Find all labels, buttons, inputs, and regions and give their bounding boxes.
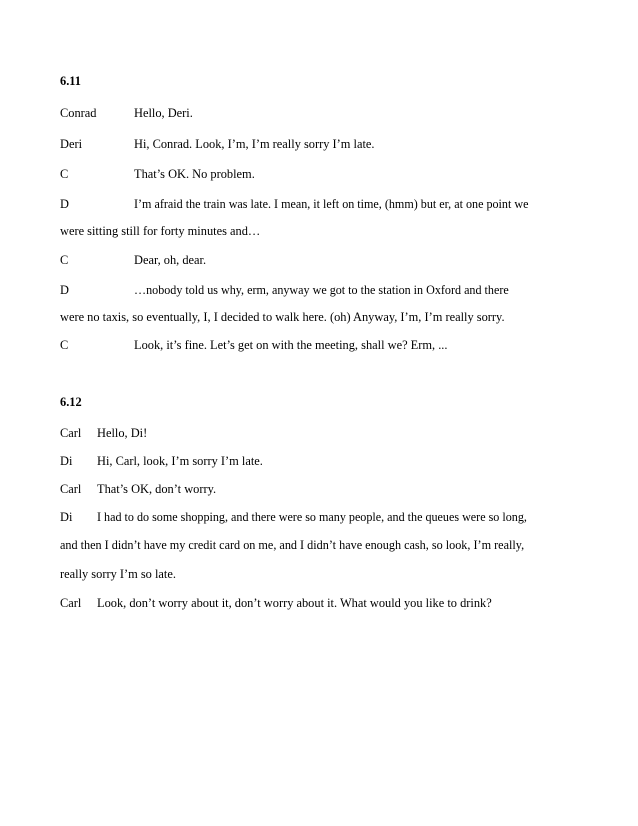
speaker-label: Carl <box>60 596 82 610</box>
dialogue-text: and then I didn’t have my credit card on me, and I didn’t have enough cash, so look, I’m really, <box>60 538 525 552</box>
dialogue-text: were no taxis, so eventually, I, I decided to walk here. (oh) Anyway, I’m, I’m really sorry. <box>60 310 505 324</box>
section-heading-6-11: 6.11 <box>60 74 81 88</box>
dialogue-text: Look, don’t worry about it, don’t worry about it. What would you like to drink? <box>97 596 492 610</box>
speaker-label: Di <box>60 510 73 524</box>
dialogue-text: …nobody told us why, erm, anyway we got to the station in Oxford and there <box>134 283 509 297</box>
dialogue-text: I’m afraid the train was late. I mean, it left on time, (hmm) but er, at one point we <box>134 197 529 211</box>
speaker-label: Deri <box>60 137 83 151</box>
speaker-label: Conrad <box>60 106 97 120</box>
speaker-label: D <box>60 283 69 297</box>
speaker-label: Di <box>60 454 73 468</box>
dialogue-text: Hello, Deri. <box>134 106 193 120</box>
dialogue-text: really sorry I’m so late. <box>60 567 176 581</box>
speaker-label: Carl <box>60 482 82 496</box>
dialogue-text: Dear, oh, dear. <box>134 253 207 267</box>
speaker-label: D <box>60 197 69 211</box>
dialogue-text: Hi, Carl, look, I’m sorry I’m late. <box>97 454 263 468</box>
speaker-label: C <box>60 338 69 352</box>
dialogue-text: Hi, Conrad. Look, I’m, I’m really sorry I’m late. <box>134 137 375 151</box>
speaker-label: Carl <box>60 426 82 440</box>
dialogue-text: Hello, Di! <box>97 426 148 440</box>
dialogue-text: Look, it’s fine. Let’s get on with the meeting, shall we? Erm, ... <box>134 338 448 352</box>
dialogue-text: That’s OK, don’t worry. <box>97 482 217 496</box>
dialogue-text: were sitting still for forty minutes and… <box>60 224 261 238</box>
dialogue-text: That’s OK. No problem. <box>134 167 255 181</box>
section-heading-6-12: 6.12 <box>60 395 82 409</box>
speaker-label: C <box>60 167 69 181</box>
speaker-label: C <box>60 253 69 267</box>
dialogue-text: I had to do some shopping, and there were so many people, and the queues were so long, <box>97 510 527 524</box>
